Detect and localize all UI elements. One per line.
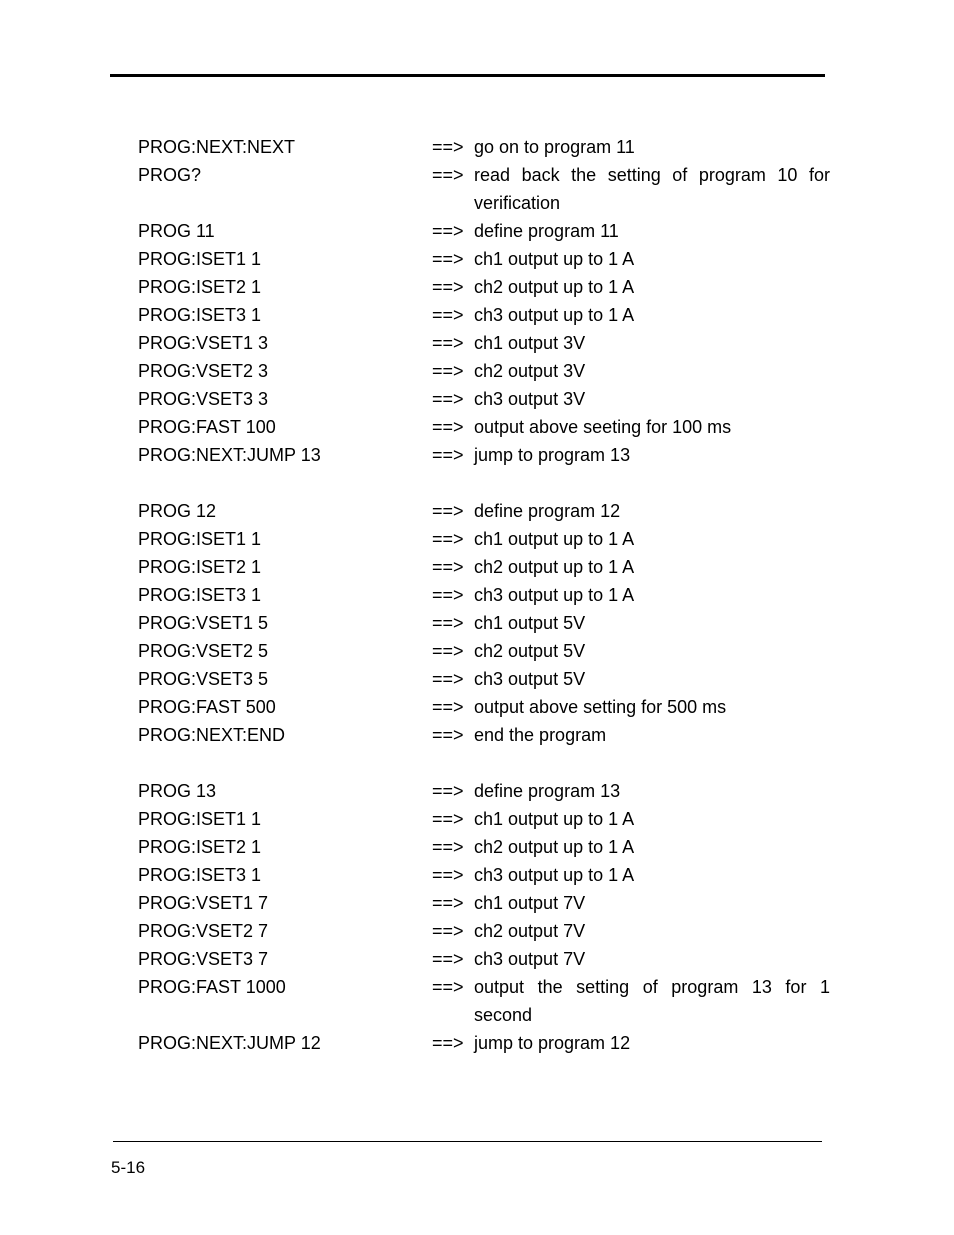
arrow: ==> [432, 501, 464, 521]
listing-row [138, 973, 830, 1029]
description: ch2 output up to 1 A [474, 837, 635, 857]
command: PROG:ISET2 1 [138, 557, 262, 577]
command: PROG:ISET3 1 [138, 305, 262, 325]
description: ch1 output up to 1 A [474, 249, 635, 269]
arrow: ==> [432, 333, 464, 353]
command: PROG:VSET2 7 [138, 921, 269, 941]
command: PROG:NEXT:NEXT [138, 137, 296, 157]
listing-row [138, 805, 830, 833]
listing-row [138, 833, 830, 861]
listing-row [138, 385, 830, 413]
description: ch3 output 7V [474, 949, 586, 969]
command: PROG:NEXT:JUMP 12 [138, 1033, 321, 1053]
description: ch2 output 5V [474, 641, 586, 661]
command: PROG:VSET2 3 [138, 361, 269, 381]
description: output above seeting for 100 ms [474, 417, 732, 437]
command: PROG 11 [138, 221, 215, 241]
description: jump to program 12 [474, 1033, 631, 1053]
listing-row [138, 245, 830, 273]
listing-row [138, 497, 830, 525]
description: ch1 output 7V [474, 893, 586, 913]
description: ch3 output up to 1 A [474, 305, 635, 325]
arrow: ==> [432, 837, 464, 857]
blank-line [138, 469, 830, 497]
listing-row [138, 861, 830, 889]
description: go on to program 11 [474, 137, 635, 157]
listing-row [138, 301, 830, 329]
command: PROG:NEXT:JUMP 13 [138, 445, 321, 465]
arrow: ==> [432, 809, 464, 829]
description: read back the setting of program 10 for verification [474, 165, 830, 213]
arrow: ==> [432, 865, 464, 885]
arrow: ==> [432, 669, 464, 689]
description: ch3 output 3V [474, 389, 586, 409]
arrow: ==> [432, 697, 464, 717]
listing-row [138, 777, 830, 805]
listing-row [138, 665, 830, 693]
command: PROG:ISET3 1 [138, 585, 262, 605]
arrow: ==> [432, 949, 464, 969]
arrow: ==> [432, 585, 464, 605]
description: output the setting of program 13 for 1 second [474, 977, 830, 1025]
description: ch3 output up to 1 A [474, 585, 635, 605]
command: PROG:VSET3 5 [138, 669, 269, 689]
listing-row [138, 161, 830, 217]
command: PROG:ISET1 1 [138, 249, 262, 269]
arrow: ==> [432, 445, 464, 465]
listing-row [138, 693, 830, 721]
description: define program 12 [474, 501, 621, 521]
command: PROG:VSET2 5 [138, 641, 269, 661]
arrow: ==> [432, 417, 464, 437]
listing-row [138, 917, 830, 945]
command: PROG:VSET3 3 [138, 389, 269, 409]
description: ch3 output 5V [474, 669, 586, 689]
listing-row [138, 273, 830, 301]
arrow: ==> [432, 249, 464, 269]
listing-row [138, 357, 830, 385]
listing-row [138, 637, 830, 665]
command: PROG:VSET3 7 [138, 949, 269, 969]
program-listing [138, 133, 830, 1057]
description: define program 13 [474, 781, 621, 801]
blank-line [138, 749, 830, 777]
description: ch1 output up to 1 A [474, 809, 635, 829]
description: output above setting for 500 ms [474, 697, 727, 717]
listing-row [138, 553, 830, 581]
arrow: ==> [432, 781, 464, 801]
arrow: ==> [432, 529, 464, 549]
command: PROG? [138, 165, 202, 185]
command: PROG:FAST 500 [138, 697, 276, 717]
arrow: ==> [432, 921, 464, 941]
description: ch1 output up to 1 A [474, 529, 635, 549]
command: PROG:FAST 1000 [138, 977, 286, 997]
arrow: ==> [432, 977, 464, 997]
command: PROG:ISET2 1 [138, 837, 262, 857]
arrow: ==> [432, 137, 464, 157]
command: PROG:ISET2 1 [138, 277, 262, 297]
listing-row [138, 1029, 830, 1057]
listing-row [138, 889, 830, 917]
arrow: ==> [432, 613, 464, 633]
command: PROG 12 [138, 501, 217, 521]
listing-row [138, 441, 830, 469]
command: PROG:ISET3 1 [138, 865, 262, 885]
description: end the program [474, 725, 607, 745]
arrow: ==> [432, 725, 464, 745]
command: PROG:ISET1 1 [138, 529, 262, 549]
listing-row [138, 721, 830, 749]
arrow: ==> [432, 557, 464, 577]
command: PROG:VSET1 7 [138, 893, 269, 913]
arrow: ==> [432, 389, 464, 409]
listing-row [138, 525, 830, 553]
page-number: 5-16 [111, 1158, 146, 1177]
description: define program 11 [474, 221, 619, 241]
listing-row [138, 329, 830, 357]
listing-row [138, 133, 830, 161]
arrow: ==> [432, 1033, 464, 1053]
description: ch1 output 5V [474, 613, 586, 633]
arrow: ==> [432, 361, 464, 381]
arrow: ==> [432, 893, 464, 913]
arrow: ==> [432, 221, 464, 241]
listing-row [138, 581, 830, 609]
command: PROG:ISET1 1 [138, 809, 262, 829]
command: PROG 13 [138, 781, 217, 801]
arrow: ==> [432, 641, 464, 661]
arrow: ==> [432, 305, 464, 325]
description: ch1 output 3V [474, 333, 586, 353]
command: PROG:FAST 100 [138, 417, 276, 437]
footer-rule [113, 1141, 822, 1142]
description: ch2 output 7V [474, 921, 586, 941]
listing-row [138, 217, 830, 245]
listing-row [138, 609, 830, 637]
command: PROG:VSET1 3 [138, 333, 269, 353]
description: ch2 output up to 1 A [474, 557, 635, 577]
description: jump to program 13 [474, 445, 631, 465]
description: ch3 output up to 1 A [474, 865, 635, 885]
description: ch2 output 3V [474, 361, 586, 381]
listing-row [138, 945, 830, 973]
header-rule [110, 74, 825, 77]
command: PROG:NEXT:END [138, 725, 286, 745]
arrow: ==> [432, 165, 464, 185]
command: PROG:VSET1 5 [138, 613, 269, 633]
description: ch2 output up to 1 A [474, 277, 635, 297]
listing-row [138, 413, 830, 441]
arrow: ==> [432, 277, 464, 297]
